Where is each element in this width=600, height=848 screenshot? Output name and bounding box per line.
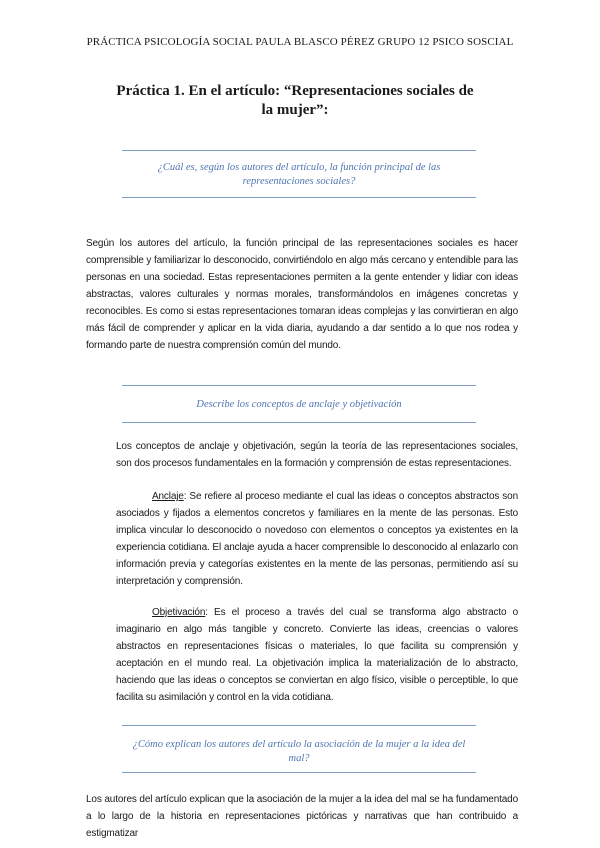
answer-concepts-intro: Los conceptos de anclaje y objetivación, según la teoría de las representaciones sociales, son dos procesos fundamentales en la formación y comprensión de estas representaciones. — [116, 441, 518, 469]
answer-objetivacion — [116, 604, 518, 706]
answer-evil: Los autores del artículo explican que la asociación de la mujer a la idea del mal se ha fundamentado a lo largo de la historia en representaciones pictóricas y narrativas que han contribuido a estigmatizar — [86, 794, 518, 839]
divider — [122, 725, 476, 726]
anclaje-text: : Se refiere al proceso mediante el cual las ideas o conceptos abstractos son asociados y fijados a elementos concretos y familiares en la mente de las personas. Esto implica vincular lo desconocido o novedoso con elementos o conceptos ya existentes en la experiencia cotidiana. El anclaje ayuda a hacer comprensible lo desconocido al enlazarlo con información previa y categorías existentes en la mente de las personas, permitiendo así su interpretación y comprensión. — [116, 491, 518, 587]
objetivacion-term: Objetivación — [152, 607, 206, 618]
divider — [122, 197, 476, 198]
page-header: PRÁCTICA PSICOLOGÍA SOCIAL PAULA BLASCO PÉREZ GRUPO 12 PSICO SOSCIAL — [86, 36, 514, 48]
divider — [122, 150, 476, 151]
divider — [122, 422, 476, 423]
objetivacion-text: : Es el proceso a través del cual se transforma algo abstracto o imaginario en algo más tangible y concreto. Convierte las ideas, creencias o valores abstractos en representaciones físicas o materiales, lo que facilita su comprensión y aceptación en el mundo real. La objetivación implica la materialización de lo abstracto, haciendo que las ideas o conceptos se conviertan en algo físico, visible o perceptible, lo que facilita su asimilación y control en la vida cotidiana. — [116, 607, 518, 703]
question-3: ¿Cómo explican los autores del artículo la asociación de la mujer a la idea del mal? — [132, 739, 466, 764]
answer-anclaje — [116, 488, 518, 590]
question-block-3 — [122, 725, 476, 773]
question-2: Describe los conceptos de anclaje y objetivación — [196, 399, 402, 410]
divider — [122, 772, 476, 773]
question-1: ¿Cuál es, según los autores del artículo, la función principal de las representaciones sociales? — [157, 162, 441, 187]
page-title: Práctica 1. En el artículo: “Representaciones sociales de la mujer”: — [116, 83, 474, 118]
question-block-1 — [122, 150, 476, 198]
divider — [122, 385, 476, 386]
anclaje-term: Anclaje — [152, 491, 184, 502]
answer-function: Según los autores del artículo, la función principal de las representaciones sociales es hacer comprensible y familiarizar lo desconocido, convirtiéndolo en algo más cercano y entendible para las personas en una sociedad. Estas representaciones permiten a la gente entender y lidiar con ideas abstractas, valores culturales y normas morales, transformándolos en imágenes concretas y reconocibles. Es como si estas representaciones tomaran ideas complejas y las convirtieran en algo más fácil de comprender y aplicar en la vida diaria, ayudando a dar sentido a lo que nos rodea y formando parte de nuestra comprensión común del mundo. — [86, 238, 518, 351]
question-block-2 — [122, 385, 476, 423]
